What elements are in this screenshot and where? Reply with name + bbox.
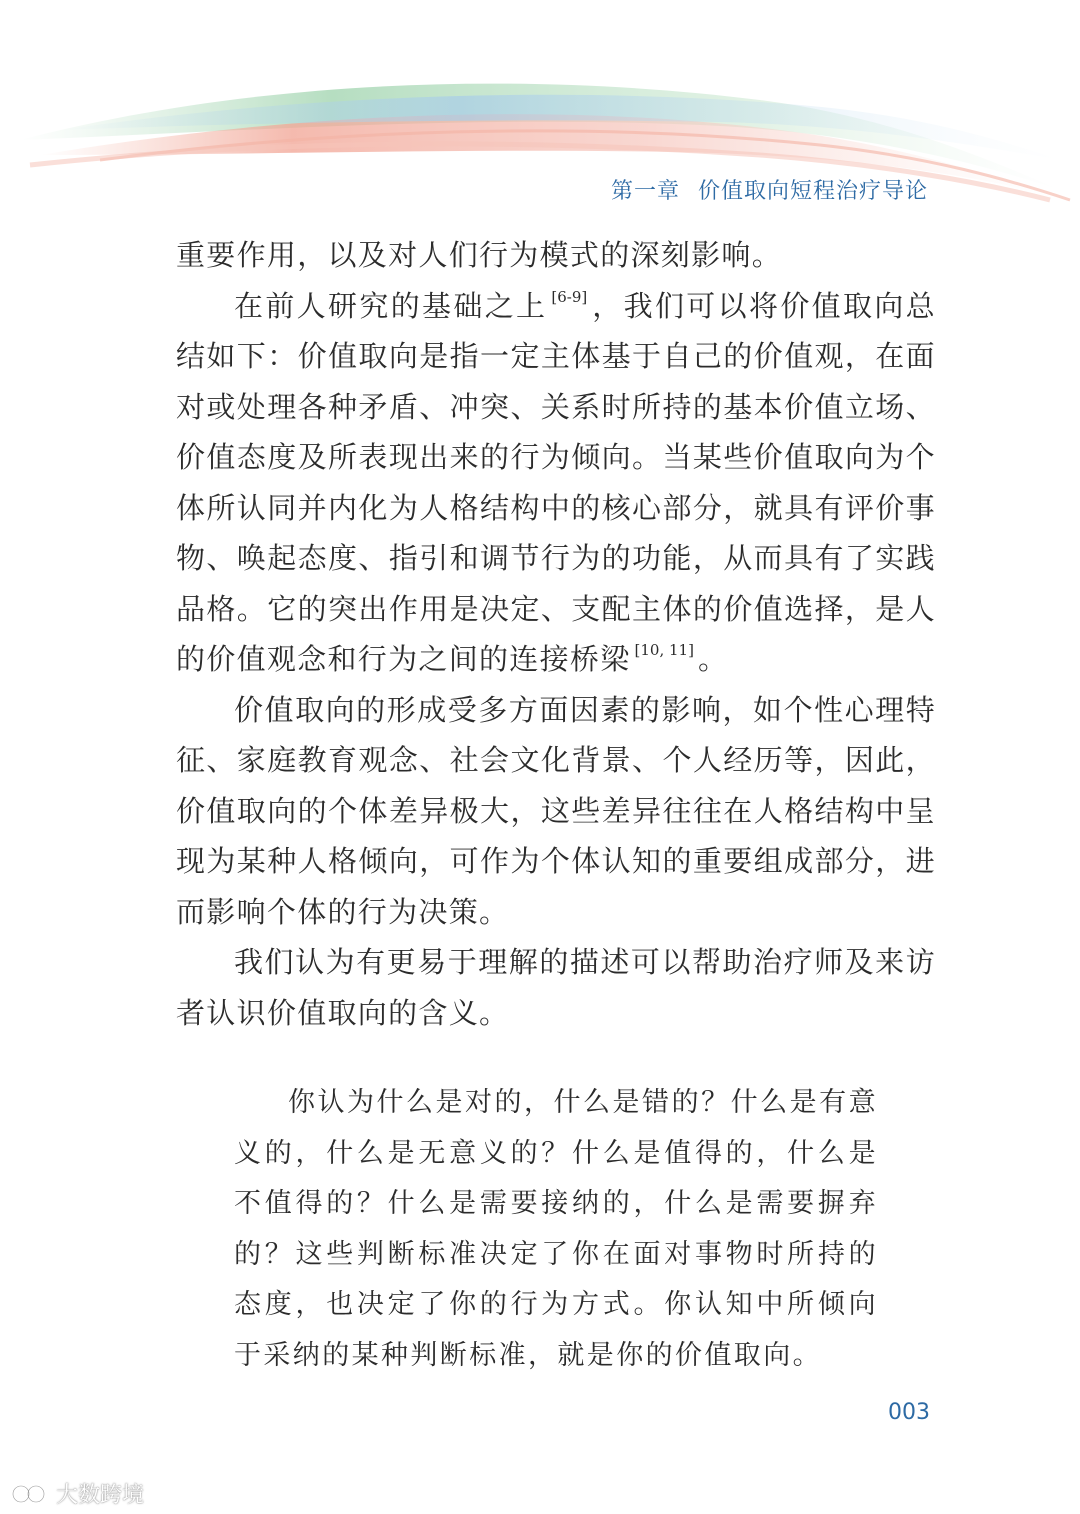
paragraph-2-body: ，我们可以将价值取向总结如下：价值取向是指一定主体基于自己的价值观，在面对或处理各种矛盾、冲突、关系时所持的基本价值立场、价值态度及所表现出来的行为倾向。当某些价值取向为个体所认同并内化为人格结构中的核心部分，就具有评价事物、唤起态度、指引和调节行为的功能，从而具有了实践品格。它的突出作用是决定、支配主体的价值选择，是人的价值观念和行为之间的连接桥梁 bbox=[176, 288, 936, 676]
chapter-label: 第一章 bbox=[610, 179, 680, 204]
paragraph-1: 重要作用，以及对人们行为模式的深刻影响。 bbox=[176, 238, 783, 272]
watermark-logo-icon bbox=[10, 1483, 50, 1505]
paragraph-2 bbox=[176, 281, 936, 685]
watermark bbox=[10, 1478, 144, 1509]
chapter-title: 价值取向短程治疗导论 bbox=[697, 179, 928, 204]
page-number: 003 bbox=[888, 1400, 930, 1425]
paragraph-4: 我们认为有更易于理解的描述可以帮助治疗师及来访者认识价值取向的含义。 bbox=[176, 945, 936, 1030]
paragraph-2-start: 在前人研究的基础之上 bbox=[234, 288, 548, 323]
citation-6-9: [6-9] bbox=[551, 287, 588, 306]
paragraph-2-end: 。 bbox=[697, 642, 729, 676]
quote-block bbox=[234, 1078, 878, 1381]
quote-text: 你认为什么是对的，什么是错的？什么是有意义的，什么是无意义的？什么是值得的，什么是不值得的？什么是需要接纳的，什么是需要摒弃的？这些判断标准决定了你在面对事物时所持的态度，也决定了你的行为方式。你认知中所倾向于采纳的某种判断标准，就是你的价值取向。 bbox=[234, 1087, 878, 1371]
paragraph-3: 价值取向的形成受多方面因素的影响，如个性心理特征、家庭教育观念、社会文化背景、个人经历等，因此，价值取向的个体差异极大，这些差异往往在人格结构中呈现为某种人格倾向，可作为个体认知的重要组成部分，进而影响个体的行为决策。 bbox=[176, 692, 936, 929]
running-head bbox=[611, 174, 928, 205]
citation-10-11: [10, 11] bbox=[634, 641, 694, 659]
watermark-text: 大数跨境 bbox=[56, 1483, 145, 1508]
body-text bbox=[176, 230, 936, 1038]
